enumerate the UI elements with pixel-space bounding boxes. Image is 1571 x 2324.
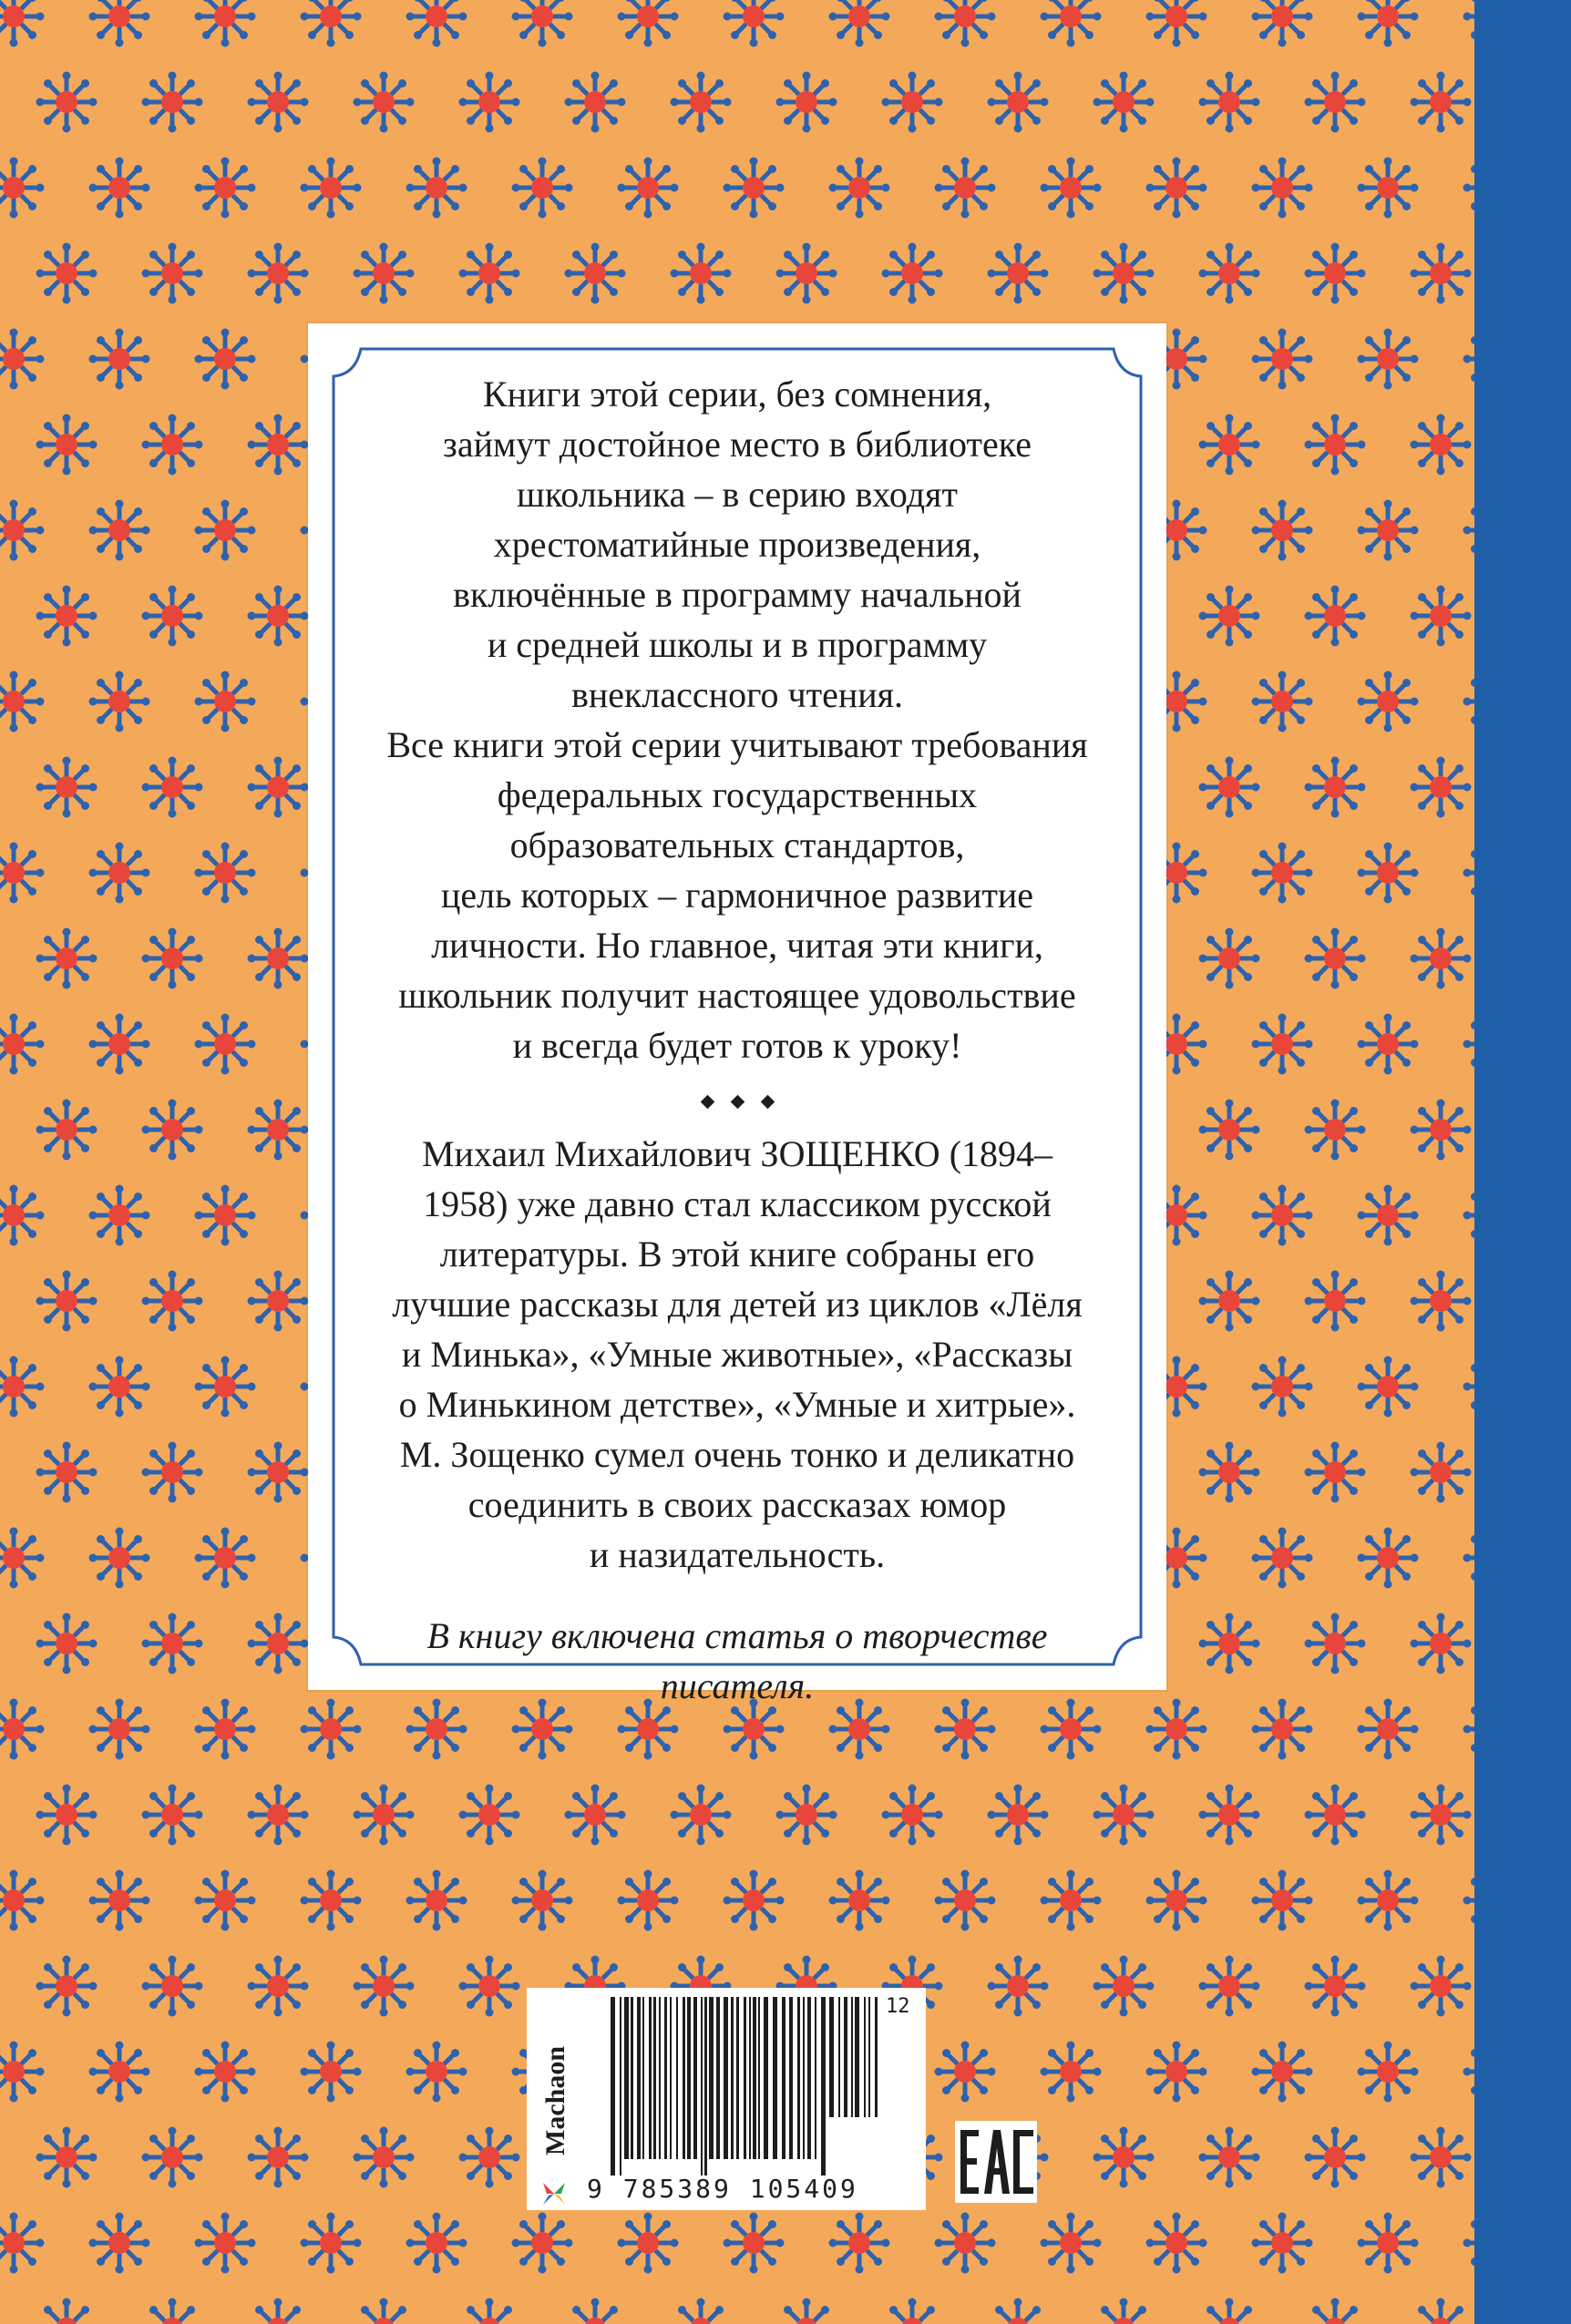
barcode-bar xyxy=(821,1997,826,2176)
barcode-bar xyxy=(624,1997,629,2159)
butterfly-logo-icon xyxy=(539,2179,569,2208)
barcode-bar xyxy=(803,1997,805,2159)
barcode-bar xyxy=(753,1997,756,2159)
text-line: В книгу включена статья о творчестве xyxy=(426,1615,1048,1656)
barcode-bar xyxy=(664,1997,667,2159)
text-line: литературы. В этой книге собраны его xyxy=(439,1234,1035,1275)
text-line: и всегда будет готов к уроку! xyxy=(512,1025,962,1066)
barcode-bar xyxy=(736,1997,739,2159)
article-note xyxy=(363,1611,1112,1711)
diamond-icon xyxy=(730,1094,744,1109)
barcode-bar xyxy=(676,1997,678,2159)
barcode-bar xyxy=(829,1997,834,2117)
text-line: хрестоматийные произведения, xyxy=(493,524,981,565)
barcode-bar xyxy=(620,1997,621,2176)
text-line: личности. Но главное, читая эти книги, xyxy=(431,925,1043,966)
eac-icon xyxy=(955,2121,1037,2203)
text-line: займут достойное место в библиотеке xyxy=(443,424,1032,465)
barcode-bar xyxy=(782,1997,786,2159)
barcode-bar xyxy=(875,1997,878,2117)
barcode-bar xyxy=(659,1997,661,2159)
barcode-bar xyxy=(683,1997,685,2159)
text-line: школьник получит настоящее удовольствие xyxy=(398,975,1076,1016)
barcode-bar xyxy=(764,1997,768,2159)
text-line: лучшие рассказы для детей из циклов «Лёля xyxy=(392,1284,1083,1325)
barcode-bar xyxy=(631,1997,633,2159)
barcode-bar xyxy=(670,1997,672,2159)
text-line: федеральных государственных xyxy=(497,774,978,815)
addon-barcode xyxy=(829,1997,920,2176)
text-line: и назидательность. xyxy=(589,1534,886,1575)
diamond-separator xyxy=(363,1083,1112,1120)
text-line: писателя. xyxy=(660,1665,815,1706)
description-panel xyxy=(308,323,1166,1706)
barcode-bar xyxy=(637,1997,641,2159)
text-line: М. Зощенко сумел очень тонко и деликатно xyxy=(399,1434,1075,1475)
barcode-bar xyxy=(744,1997,746,2159)
barcode-bar xyxy=(701,1997,703,2176)
text-line: цель которых – гармоничное развитие xyxy=(441,875,1033,916)
barcode-bar xyxy=(864,1997,866,2117)
barcode-bar xyxy=(704,1997,707,2176)
barcode-bar xyxy=(653,1997,656,2159)
barcode-bar xyxy=(642,1997,644,2159)
barcode-bar xyxy=(855,1997,859,2117)
addon-digits: 12 xyxy=(886,1995,910,2018)
barcode-bar xyxy=(807,1997,811,2159)
publisher-logo xyxy=(532,2001,574,2205)
barcode-bar xyxy=(731,1997,734,2159)
diamond-icon xyxy=(760,1094,775,1109)
text-line: о Минькином детстве», «Умные и хитрые». xyxy=(398,1384,1076,1425)
barcode-bar xyxy=(758,1997,760,2159)
publisher-name: Machaon xyxy=(540,2046,570,2155)
text-line: Книги этой серии, без сомнения, xyxy=(482,374,992,415)
diamond-icon xyxy=(700,1094,714,1109)
barcode-bar xyxy=(851,1997,853,2117)
series-intro-paragraph xyxy=(363,369,1112,1070)
barcode-bar xyxy=(724,1997,728,2159)
barcode-bar xyxy=(709,1997,714,2159)
text-line: соединить в своих рассказах юмор xyxy=(467,1484,1007,1525)
text-line: внеклассного чтения. xyxy=(570,674,904,715)
barcode-bar xyxy=(838,1997,840,2117)
barcode-bar xyxy=(797,1997,800,2159)
text-line: и средней школы и в программу xyxy=(487,624,988,665)
barcode-bar xyxy=(687,1997,691,2159)
barcode-bar xyxy=(815,1997,816,2159)
text-line: 1958) уже давно стал классиком русской xyxy=(423,1183,1052,1224)
barcode-bar xyxy=(649,1997,652,2159)
description-text xyxy=(363,369,1112,1711)
eac-certification-mark xyxy=(955,2121,1037,2203)
text-line: включённые в программу начальной xyxy=(453,574,1022,615)
barcode-bar xyxy=(749,1997,751,2159)
text-line: Все книги этой серии учитывают требования xyxy=(386,724,1088,765)
barcode-bar xyxy=(789,1997,793,2159)
barcode-bar xyxy=(716,1997,720,2159)
spine-edge-strip xyxy=(1474,0,1571,2324)
text-line: школьника – в серию входят xyxy=(517,474,958,515)
text-line: образовательных стандартов, xyxy=(509,824,965,865)
barcode-bar xyxy=(844,1997,847,2117)
isbn-digits: 9 785389 105409 xyxy=(587,2174,858,2204)
barcode-bar xyxy=(868,1997,870,2117)
barcode-bar xyxy=(773,1997,777,2159)
text-line: и Минька», «Умные животные», «Рассказы xyxy=(401,1334,1073,1375)
text-line: Михаил Михайлович ЗОЩЕНКО (1894– xyxy=(421,1133,1053,1174)
author-paragraph xyxy=(363,1129,1112,1580)
barcode-block xyxy=(527,1988,926,2210)
barcode-bar xyxy=(611,1997,615,2176)
barcode-bar xyxy=(693,1997,697,2159)
